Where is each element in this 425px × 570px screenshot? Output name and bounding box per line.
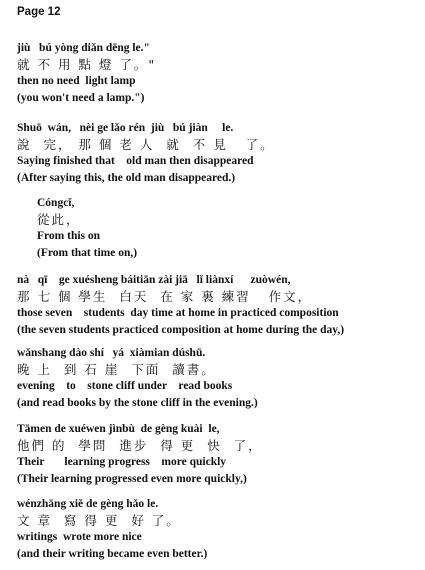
gloss-line: writings wrote more nice <box>17 531 142 543</box>
sentence-block-7 <box>17 496 207 562</box>
chinese-line: 說 完， 那 個 老 人 就 不 見 了。 <box>17 136 275 152</box>
pinyin-line: Tāmen de xuéwen jìnbù de gèng kuài le, <box>17 423 220 435</box>
gloss-line: Saying finished that old man then disappeared <box>17 155 254 167</box>
pinyin-line: Cóngcǐ, <box>37 197 75 209</box>
sentence-block-5 <box>17 345 258 411</box>
gloss-line: Their learning progress more quickly <box>17 456 227 468</box>
gloss-line: those seven students day time at home in practiced composition <box>17 307 339 319</box>
translation-line: (the seven students practiced composition at home during the day,) <box>17 323 345 336</box>
sentence-block-2 <box>17 120 275 186</box>
pinyin-line: wǎnshang dào shí yá xiàmian dúshū. <box>17 347 206 359</box>
chinese-line: 文 章 寫 得 更 好 了。 <box>17 512 181 528</box>
chinese-line: 他們 的 學問 進步 得 更 快 了， <box>17 437 263 453</box>
sentence-block-4 <box>17 272 344 338</box>
translation-line: (From that time on,) <box>37 246 138 259</box>
chinese-line: 從此， <box>37 211 81 227</box>
translation-line: (After saying this, the old man disappeared.) <box>17 171 236 184</box>
pinyin-line: Shuō wán, nèi ge lǎo rén jiù bú jiàn le. <box>17 122 234 134</box>
translation-line: (you won't need a lamp.") <box>17 91 145 104</box>
translation-line: (Their learning progressed even more quickly,) <box>17 472 247 485</box>
chinese-line: 就 不 用 點 燈 了。" <box>17 56 157 72</box>
pinyin-line: jiù bú yòng diǎn dēng le." <box>17 42 150 54</box>
page-number: Page 12 <box>17 6 61 18</box>
gloss-line: then no need light lamp <box>17 75 136 87</box>
pinyin-line: nà qī ge xuésheng báitiān zài jiā lǐ liànxí zuòwén, <box>17 274 291 286</box>
pinyin-line: wénzhāng xiě de gèng hǎo le. <box>17 498 159 510</box>
sentence-block-1 <box>17 40 156 106</box>
chinese-line: 那 七 個 學生 白天 在 家 裏 練習 作文， <box>17 288 313 304</box>
translation-line: (and read books by the stone cliff in the evening.) <box>17 396 258 409</box>
sentence-block-6 <box>17 421 263 487</box>
sentence-block-3 <box>37 195 137 261</box>
chinese-line: 晚 上 到 石 崖 下面 讀書。 <box>17 361 216 377</box>
gloss-line: evening to stone cliff under read books <box>17 380 233 392</box>
gloss-line: From this on <box>37 230 101 242</box>
translation-line: (and their writing became even better.) <box>17 547 208 560</box>
